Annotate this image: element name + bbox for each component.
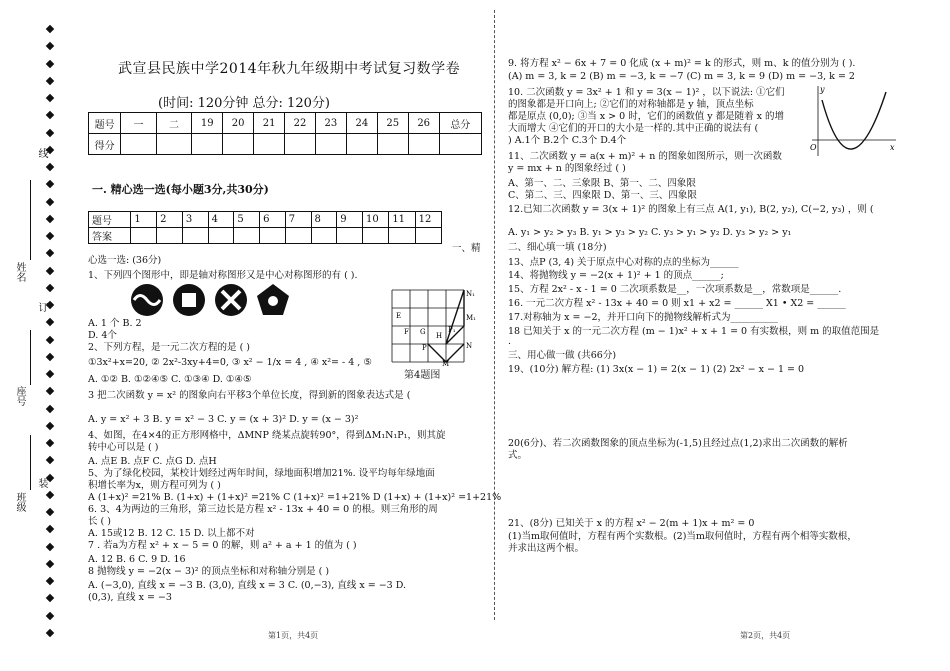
left.answer_table.row1-cell: 1 (131, 212, 157, 228)
left.score_table.row1-cell: 19 (192, 113, 223, 134)
exam-title: 武宣县民族中学2014年秋九年级期中考试复习数学卷 (118, 61, 461, 77)
left.score_table.row2-cell[interactable] (315, 134, 346, 155)
seal-dot (46, 232, 54, 240)
left.answer_table.row2-cell[interactable] (260, 228, 286, 244)
left.score_table.row2-cell[interactable] (285, 134, 316, 155)
seal-dot (46, 42, 54, 50)
seat-field-label: 座号 (14, 386, 25, 406)
graph-y-label: y (820, 85, 825, 94)
left.answer_table.row1-cell: 3 (182, 212, 208, 228)
left.score_table.row1-cell: 25 (377, 113, 408, 134)
question-line: A (1+x)² =21% B. (1+x) + (1+x)² =21% C (1+x)² =1+21% D (1+x) + (1+x)² =1+21% (88, 492, 502, 503)
q4-grid-figure (390, 288, 480, 366)
seal-dot (46, 25, 54, 33)
question-line: A. y₁ > y₂ > y₃ B. y₁ > y₃ > y₂ C. y₃ > y₁ > y₂ D. y₃ > y₂ > y₁ (508, 227, 792, 238)
question-line: A. 1 个 B. 2 (88, 318, 142, 329)
figure-cross-circle-icon (214, 283, 248, 317)
seal-dot (46, 94, 54, 102)
left.answer_table.row2-cell[interactable] (208, 228, 234, 244)
left.answer_table.row1-cell: 8 (311, 212, 337, 228)
question-line: A. 12 B. 6 C. 9 D. 16 (88, 554, 186, 565)
question-line: A、第一、二、三象限 B、第一、二、四象限 (508, 178, 696, 189)
left.score_table.row2-cell[interactable] (156, 134, 192, 155)
question-line: 11、二次函数 y = a(x + m)² + n 的图象如图所示，则一次函数 (508, 151, 782, 162)
question-line: 1、下列四个图形中，即是轴对称图形又是中心对称图形的有 ( ). (88, 270, 358, 281)
seal-dot (46, 163, 54, 171)
seal-dot (46, 542, 54, 550)
graph-origin-label: O (810, 143, 817, 152)
left.score_table.row2-cell[interactable] (254, 134, 285, 155)
seal-dot (46, 594, 54, 602)
left.answer_table.row2-cell[interactable] (363, 228, 389, 244)
seal-dot (46, 353, 54, 361)
question-line: 21、(8分) 已知关于 x 的方程 x² − 2(m + 1)x + m² = 0 (508, 518, 755, 529)
question-line: 的图象都是开口向上; ②它们的对称轴都是 y 轴，顶点坐标 (508, 99, 754, 110)
grid-label-n: N (466, 342, 473, 350)
seal-dot (46, 525, 54, 533)
answer-table (88, 211, 442, 244)
seal-dot (46, 59, 54, 67)
seal-dot (46, 508, 54, 516)
left.score_table.row1-cell: 总分 (439, 113, 481, 134)
question-line: A. y = x² + 3 B. y = x² − 3 C. y = (x + 3)² D. y = (x − 3)² (88, 414, 359, 425)
left.score_table.row2-cell[interactable] (121, 134, 157, 155)
question-line: 15、方程 2x² - x - 1 = 0 二次项系数是__，一次项系数是__，常数项是______. (508, 284, 842, 295)
seal-dot (46, 404, 54, 412)
name-field-line[interactable] (30, 180, 31, 260)
question-line: 都是原点 (0,0); ③当 x > 0 时，它们的函数值 y 都是随着 x 的增 (508, 111, 785, 122)
left.score_table.row2-cell[interactable] (346, 134, 377, 155)
left-page (88, 0, 502, 671)
left.score_table.row1-cell: 26 (408, 113, 439, 134)
left.score_table.row1-cell: 二 (156, 113, 192, 134)
seal-dot (46, 387, 54, 395)
figure-swirl-icon (130, 283, 164, 317)
q1-figures (130, 283, 290, 317)
left.score_table.row2-cell[interactable] (223, 134, 254, 155)
question-line: 二、细心填一填 (18分) (508, 242, 607, 253)
left.score_table.row1-cell: 21 (254, 113, 285, 134)
question-line: 19、(10分) 解方程: (1) 3x(x − 1) = 2(x − 1) (2) 2x² − x − 1 = 0 (508, 364, 805, 375)
grid-label-e: E (396, 312, 402, 320)
left.score_table.row2-cell[interactable] (408, 134, 439, 155)
left.answer_table.row1-cell: 11 (389, 212, 415, 228)
question-line: 2、下列方程，是一元二次方程的是 ( ) (88, 342, 250, 353)
left.answer_table.row2-cell[interactable] (131, 228, 157, 244)
seal-dot (46, 249, 54, 257)
left.answer_table.row2-cell[interactable] (182, 228, 208, 244)
grid-label-m1: M₁ (466, 314, 476, 322)
question-line: 18 已知关于 x 的一元二次方程 (m − 1)x² + x + 1 = 0 有实数根，则 m 的取值范围是 (508, 326, 880, 337)
question-line: 10. 二次函数 y = 3x² + 1 和 y = 3(x − 1)² ，以下说法: ①它们 (508, 87, 785, 98)
q4-figure-caption: 第4题图 (404, 370, 441, 381)
seal-dot (46, 77, 54, 85)
grid-label-f: F (404, 328, 409, 336)
left.answer_table.row1-cell: 9 (337, 212, 363, 228)
seal-dot (46, 284, 54, 292)
seal-dot (46, 318, 54, 326)
left.score_table.row1-cell: 题号 (89, 113, 121, 134)
question-line: 式。 (508, 450, 528, 461)
figure-pentagon-icon (256, 283, 290, 317)
question-line: C、第二、三、四象限 D、第一、三、四象限 (508, 190, 697, 201)
question-line: 20(6分)、若二次函数图象的顶点坐标为(-1,5)且经过点(1,2)求出二次函数的解析 (508, 438, 848, 449)
figure-square-circle-icon (172, 283, 206, 317)
seal-dot (46, 577, 54, 585)
left.score_table.row1-cell: 23 (315, 113, 346, 134)
class-field-line[interactable] (30, 435, 31, 490)
margin-label-line: 线 (36, 148, 47, 160)
seal-dot (46, 111, 54, 119)
left.answer_table.row2-cell[interactable] (234, 228, 260, 244)
left.answer_table.row1-cell: 6 (260, 212, 286, 228)
section-one-heading: 一. 精心选一选(每小题3分,共30分) (92, 183, 269, 196)
question-line: 积增长率为x，则方程可列为 ( ) (88, 480, 221, 491)
question-line: 8 抛物线 y = −2(x − 3)² 的顶点坐标和对称轴分别是 ( ) (88, 566, 330, 577)
question-line: A. ①② B. ①②④⑤ C. ①③④ D. ①④⑤ (88, 374, 252, 385)
grid-label-p1: P₁ (448, 326, 456, 334)
seal-dot (46, 266, 54, 274)
question-line: y = mx + n 的图象经过 ( ) (508, 163, 626, 174)
seal-dot (46, 422, 54, 430)
question-line: D. 4个 (88, 330, 117, 341)
question-line: A. 15或12 B. 12 C. 15 D. 以上都不对 (88, 528, 255, 539)
left.score_table.row2-cell[interactable] (377, 134, 408, 155)
seal-dot (46, 215, 54, 223)
class-field-label: 班级 (14, 492, 25, 512)
left.answer_table.row1-cell: 4 (208, 212, 234, 228)
grid-label-p: P (422, 344, 427, 352)
question-line: 14、将抛物线 y = −2(x + 1)² + 1 的顶点______; (508, 270, 724, 281)
seal-dot (46, 439, 54, 447)
left.score_table.row1-cell: 24 (346, 113, 377, 134)
question-line: A. 点E B. 点F C. 点G D. 点H (88, 456, 217, 467)
q11-parabola-graph (808, 82, 898, 162)
question-line: (1)当m取何值时，方程有两个实数根。(2)当m取何值时，方程有两个相等实数根， (508, 531, 857, 542)
question-line: . (508, 336, 512, 347)
question-line: 心选一选: (36分) (88, 255, 162, 266)
right-page (508, 0, 900, 671)
question-line: 16. 一元二次方程 x² - 13x + 40 = 0 则 x1 + x2 = ______ X1 • X2 = ______ (508, 298, 846, 309)
left-page-footer: 第1页，共4页 (268, 631, 319, 640)
left.answer_table.row1-cell: 12 (415, 212, 441, 228)
left.answer_table.row1-cell: 2 (157, 212, 183, 228)
name-field-label: 姓名 (14, 262, 25, 282)
left.score_table.row2-cell[interactable] (192, 134, 223, 155)
section-tail: 一、精 (452, 243, 481, 254)
margin-label-bind: 装 (36, 478, 47, 490)
exam-subtitle: (时间: 120分钟 总分: 120分) (158, 96, 330, 111)
question-line: 3 把二次函数 y = x² 的图象向右平移3个单位长度，得到新的图象表达式是 ( (88, 390, 411, 401)
binding-margin (0, 0, 78, 671)
right-page-footer: 第2页，共4页 (740, 631, 791, 640)
question-line: 大而增大 ④它们的开口的大小是一样的.其中正确的说法有 ( (508, 123, 759, 134)
seal-dot (46, 560, 54, 568)
score-table (88, 112, 482, 155)
left.answer_table.row2-cell[interactable] (285, 228, 311, 244)
left.answer_table.row2-cell[interactable] (311, 228, 337, 244)
left.answer_table.row1-cell: 题号 (89, 212, 131, 228)
left.score_table.row1-cell: 22 (285, 113, 316, 134)
question-line: (0,3), 直线 x = −3 (88, 592, 172, 603)
question-line: 7 . 若a为方程 x² + x − 5 = 0 的解，则 a² + a + 1 的值为 ( ) (88, 540, 357, 551)
question-line: 5、为了绿化校园，某校计划经过两年时间，绿地面积增加21%. 设平均每年绿地面 (88, 468, 435, 479)
left.answer_table.row2-cell: 答案 (89, 228, 131, 244)
question-line: 17.对称轴为 x = −2，并开口向下的抛物线解析式为__________ (508, 312, 778, 323)
seal-dot (46, 370, 54, 378)
question-line: 9. 将方程 x² − 6x + 7 = 0 化成 (x + m)² = k 的形式，则 m、k 的值分别为 ( ). (508, 58, 856, 69)
question-line: 6. 3、4为两边的三角形，第三边长是方程 x² - 13x + 40 = 0 的根。则三角形的周 (88, 504, 438, 515)
question-line: 转中心可以是 ( ) (88, 442, 159, 453)
seal-dot (46, 629, 54, 637)
seal-line-dots (44, 26, 56, 636)
question-line: ) A.1个 B.2个 C.3个 D.4个 (508, 135, 627, 146)
left.answer_table.row2-cell[interactable] (415, 228, 441, 244)
left.score_table.row1-cell: 20 (223, 113, 254, 134)
seal-dot (46, 456, 54, 464)
question-line: 12.已知二次函数 y = 3(x + 1)² 的图象上有三点 A(1, y₁), B(2, y₂), C(−2, y₃) ，则 ( (508, 204, 874, 215)
margin-label-order: 订 (36, 302, 47, 314)
seal-dot (46, 611, 54, 619)
question-line: (A) m = 3, k = 2 (B) m = −3, k = −7 (C) m = 3, k = 9 (D) m = −3, k = 2 (508, 71, 855, 82)
left.answer_table.row2-cell[interactable] (337, 228, 363, 244)
left.answer_table.row1-cell: 7 (285, 212, 311, 228)
grid-label-m: M (442, 360, 450, 366)
seal-dot (46, 180, 54, 188)
grid-label-h: H (436, 332, 443, 340)
grid-label-g: G (420, 328, 426, 336)
left.answer_table.row2-cell[interactable] (389, 228, 415, 244)
seat-field-line[interactable] (30, 330, 31, 385)
question-line: 并求出这两个根。 (508, 543, 585, 554)
seal-dot (46, 197, 54, 205)
grid-label-n1: N₁ (466, 290, 475, 298)
left.answer_table.row1-cell: 10 (363, 212, 389, 228)
question-line: 13、点P (3, 4) 关于原点中心对称的点的坐标为______ (508, 257, 739, 268)
left.answer_table.row1-cell: 5 (234, 212, 260, 228)
page-divider (494, 10, 495, 620)
question-line: 三、用心做一做 (共66分) (508, 350, 617, 361)
left.score_table.row2-cell: 得分 (89, 134, 121, 155)
question-line: 4、如图，在4×4的正方形网格中，ΔMNP 绕某点旋转90°，得到ΔM₁N₁P₁，则其旋 (88, 430, 446, 441)
question-line: ①3x²+x=20, ② 2x²-3xy+4=0, ③ x² − 1/x = 4 , ④ x²= - 4 , ⑤ (88, 357, 372, 368)
question-line: A. (−3,0), 直线 x = −3 B. (3,0), 直线 x = 3 C. (0,−3), 直线 x = −3 D. (88, 580, 407, 591)
left.answer_table.row2-cell[interactable] (157, 228, 183, 244)
seal-dot (46, 335, 54, 343)
seal-dot (46, 491, 54, 499)
left.score_table.row2-cell[interactable] (439, 134, 481, 155)
seal-dot (46, 128, 54, 136)
graph-x-label: x (890, 143, 895, 152)
left.score_table.row1-cell: 一 (121, 113, 157, 134)
question-line: 长 ( ) (88, 516, 111, 527)
